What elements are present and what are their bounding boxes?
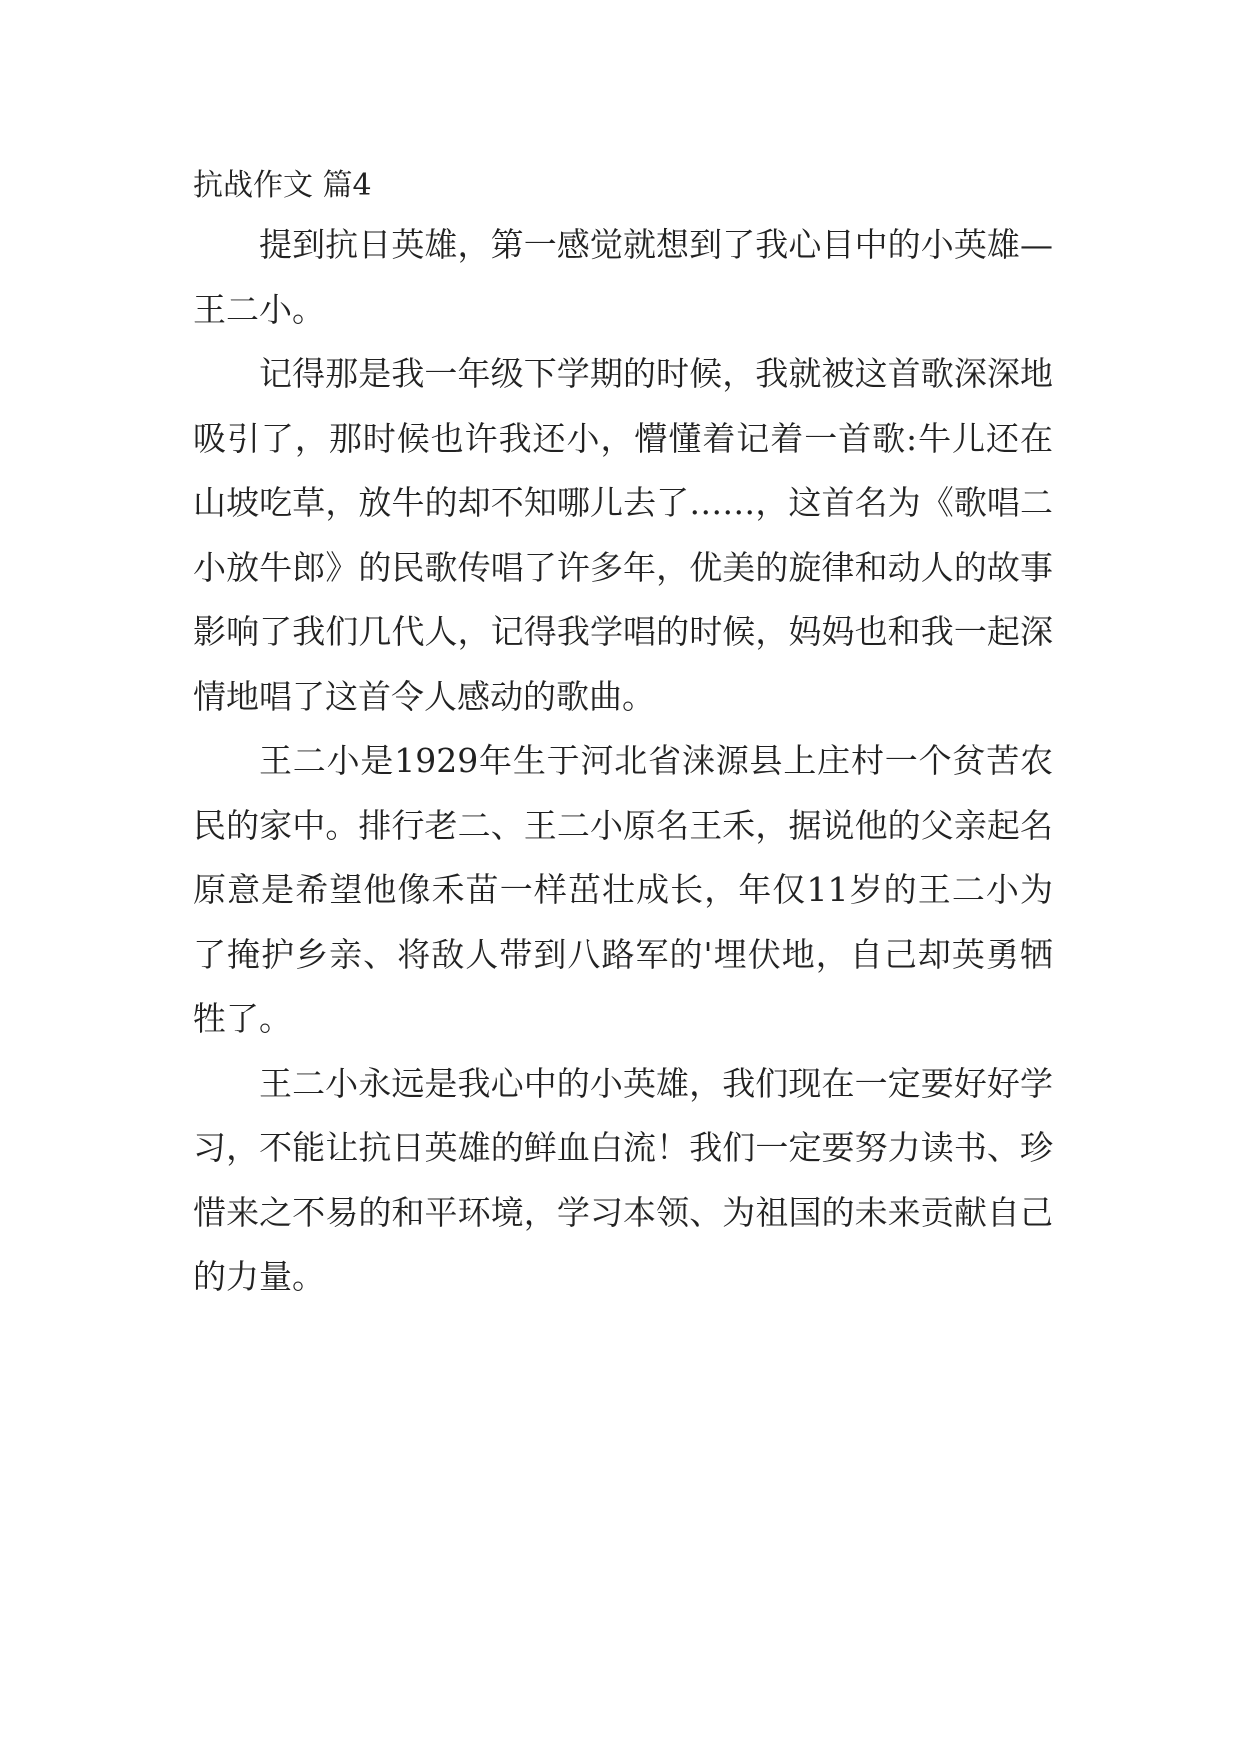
document-body [193, 158, 1053, 1310]
paragraph-biography: 王二小是1929年生于河北省涞源县上庄村一个贫苦农民的家中。排行老二、王二小原名王禾，据说他的父亲起名原意是希望他像禾苗一样茁壮成长，年仅11岁的王二小为了掩护乡亲、将敌人带到八路军的'埋伏地，自己却英勇牺牲了。 [193, 741, 1053, 1038]
document-title: 抗战作文 篇4 [193, 168, 372, 203]
paragraph-intro: 提到抗日英雄，第一感觉就想到了我心目中的小英雄—王二小。 [193, 225, 1053, 329]
paragraph-conclusion: 王二小永远是我心中的小英雄，我们现在一定要好好学习，不能让抗日英雄的鲜血白流！我们一定要努力读书、珍惜来之不易的和平环境，学习本领、为祖国的未来贡献自己的力量。 [193, 1063, 1053, 1296]
paragraph-song-memory: 记得那是我一年级下学期的时候，我就被这首歌深深地吸引了，那时候也许我还小，懵懂着记着一首歌:牛儿还在山坡吃草，放牛的却不知哪儿去了……，这首名为《歌唱二小放牛郎》的民歌传唱了许多年，优美的旋律和动人的故事影响了我们几代人，记得我学唱的时候，妈妈也和我一起深情地唱了这首令人感动的歌曲。 [193, 354, 1053, 716]
